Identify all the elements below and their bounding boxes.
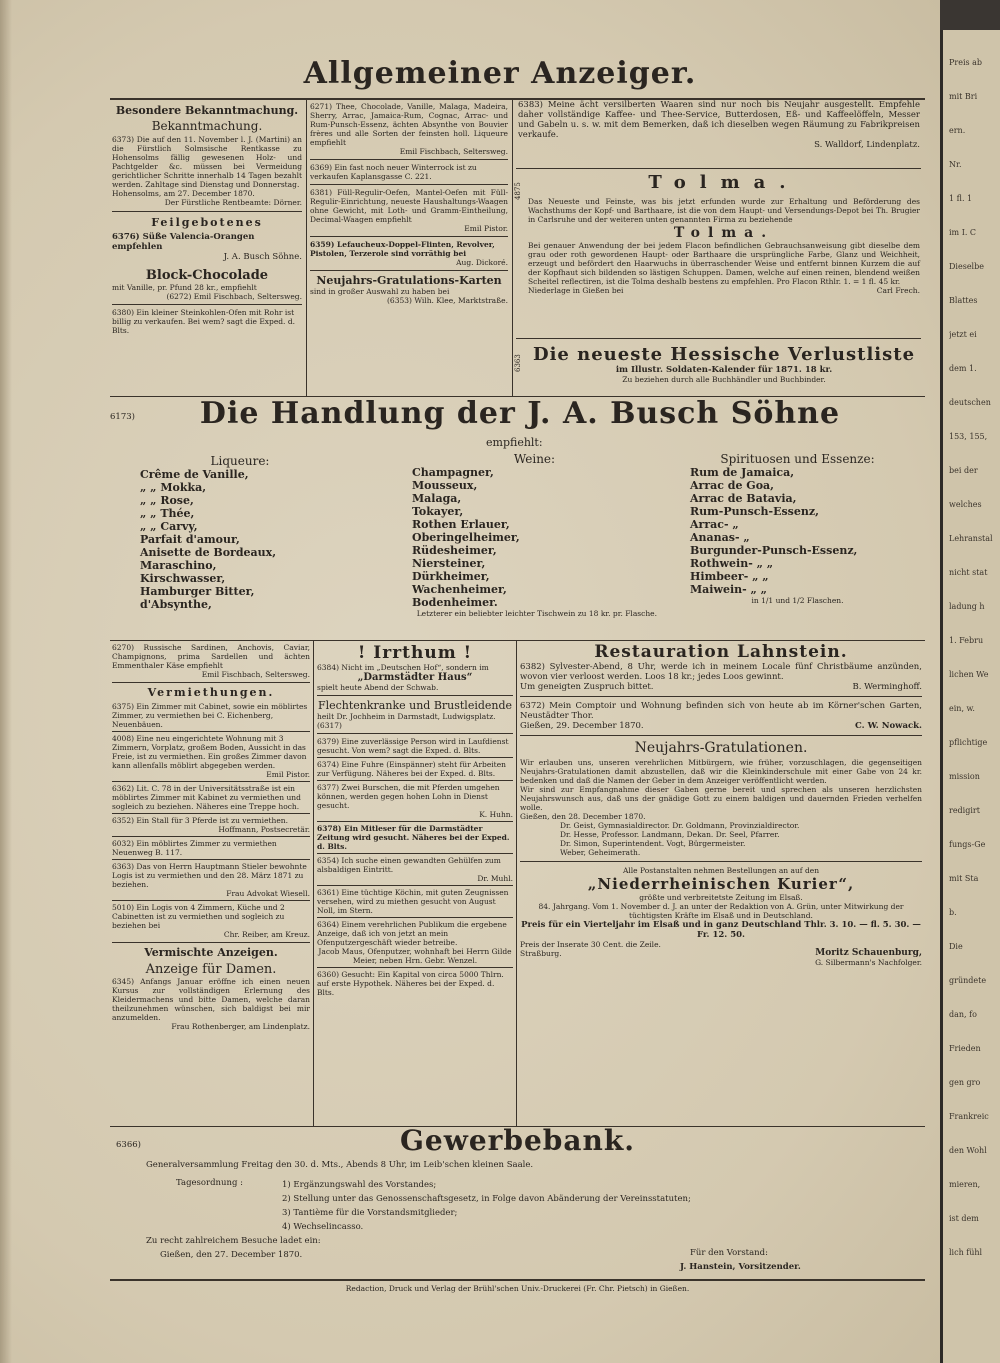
edge-fragment: pflichtige — [949, 738, 988, 747]
irr-text2: spielt heute Abend der Schwab. — [317, 683, 439, 692]
wein-list-item: Niersteiner, — [412, 557, 486, 570]
edge-fragment: deutschen — [949, 398, 991, 407]
tolma-head: Tolma. — [648, 172, 800, 193]
karten-text: sind in großer Auswahl zu haben bei — [310, 287, 450, 296]
busch-head: Die Handlung der J. A. Busch Söhne — [199, 396, 841, 431]
ofen-text: 6380) Ein kleiner Steinkohlen-Ofen mit Rohr ist billig zu verkaufen. Bei wem? sagt die Exped. d. Blts. — [112, 308, 296, 335]
wein-list-item: Malaga, — [412, 492, 462, 505]
edge-fragment: Dieselbe — [949, 262, 984, 271]
liq-list-item: „ „ Carvy, — [140, 520, 198, 533]
edge-fragment: 153, 155, — [949, 432, 988, 441]
rest-sign: B. Werminghoff. — [852, 682, 922, 692]
tolma-sign-r: Carl Frech. — [876, 286, 920, 295]
kurier-head: „Niederrheinischen Kurier“, — [587, 875, 855, 893]
kurier-price: Preis für ein Vierteljahr im Elsaß und in ganz Deutschland Thlr. 3. 10. — fl. 5. 30. — Fr. 12. 50. — [521, 920, 921, 940]
gratu-text2: Wir sind zur Empfangnahme dieser Gaben gerne bereit und sprechen als unseren herzlichsten Neujahrswunsch aus, daß uns der gnädige Gott zu einem baldigen und dauernden Frieden verhelfen wolle. — [520, 785, 922, 812]
v6-sign: Frau Advokat Wiesell. — [226, 889, 310, 898]
imprint: Redaction, Druck und Verlag der Brühl'schen Univ.-Druckerei (Fr. Chr. Pietsch) in Gießen. — [345, 1284, 690, 1293]
block-text: mit Vanille, pr. Pfund 28 kr., empfiehlt — [112, 283, 257, 292]
liq-list-item: Parfait d'amour, — [140, 533, 240, 546]
wein-note: Letzterer ein beliebter leichter Tischwein zu 18 kr. pr. Flasche. — [416, 609, 657, 618]
edge-fragment: ein, w. — [949, 704, 975, 713]
edge-fragment: 1 fl. 1 — [949, 194, 973, 203]
edge-fragment: bei der — [949, 466, 978, 475]
a5-sign: Dr. Muhl. — [477, 874, 513, 883]
spir-list-item: Arrac de Batavia, — [690, 492, 797, 505]
block-sign: (6272) Emil Fischbach, Seltersweg. — [166, 292, 302, 301]
liq-list-item: Crême de Vanille, — [140, 468, 249, 481]
gratu-head: Neujahrs-Gratulationen. — [634, 740, 808, 756]
wein-list-item: Rothen Erlauer, — [412, 518, 510, 531]
v2-sign: Emil Pistor. — [266, 770, 310, 779]
gewerbe-date: Gießen, den 27. December 1870. — [160, 1250, 303, 1260]
gewerbe-line1: Generalversammlung Freitag den 30. d. Mts., Abends 8 Uhr, im Leib'schen kleinen Saale. — [146, 1160, 534, 1170]
kurier-t1: größte und verbreitetste Zeitung im Elsaß. — [639, 893, 803, 902]
kurier-sign2: G. Silbermann's Nachfolger. — [815, 958, 922, 967]
v5: 6032) Ein möblirtes Zimmer zu vermiethen Neuenweg B. 117. — [112, 839, 277, 857]
liq-head: Liqueure: — [210, 454, 270, 468]
a7: 6364) Einem verehrlichen Publikum die ergebene Anzeige, daß ich von jetzt an mein Ofenputzergeschäft wieder betreibe. — [317, 920, 507, 947]
verlust-text: im Illustr. Soldaten-Kalender für 1871. 18 kr. — [615, 365, 833, 375]
tolma-text1: Das Neueste und Feinste, was bis jetzt erfunden wurde zur Erhaltung und Beförderung des Wachsthums der Kopf- und Barthaare, ist die von dem Haupt- und Versendungs-Depot bei Th. Brugier in Carlsruhe und der weiteren unten genannten Firma zu beziehende — [528, 197, 920, 224]
wein-list-item: Wachenheimer, — [412, 583, 507, 596]
irr-haus: „Darmstädter Haus“ — [357, 672, 473, 683]
bek-sub: Bekanntmachung. — [151, 119, 263, 133]
bek-head: Besondere Bekanntmachung. — [115, 104, 299, 117]
comp-text: 6372) Mein Comptoir und Wohnung befinden sich von heute ab im Körner'schen Garten, Neustädter Thor. — [520, 701, 922, 721]
edge-fragment: jetzt ei — [949, 330, 977, 339]
liq-items — [140, 468, 340, 611]
column-2 — [310, 102, 508, 305]
kurier-t3: Preis der Inserate 30 Cent. die Zeile. — [520, 940, 661, 949]
winter-text: 6369) Ein fast noch neuer Winterrock ist zu verkaufen Kaplansgasse C. 221. — [310, 163, 477, 181]
thee-sign: Emil Fischbach, Seltersweg. — [399, 147, 508, 156]
liq-list-item: Anisette de Bordeaux, — [140, 546, 277, 559]
verlust-ad — [528, 344, 920, 384]
gewerbe-items-item: 3) Tantième für die Vorstandsmitglieder; — [282, 1208, 458, 1218]
gratu-names-item: Dr. Hesse, Professor. Landmann, Dekan. Dr. Seel, Pfarrer. — [560, 830, 780, 839]
gewerbe-items-item: 2) Stellung unter das Genossenschaftsgesetz, in Folge davon Abänderung der Vereinsstatuten; — [282, 1194, 691, 1204]
waaren-sign: S. Walldorf, Lindenplatz. — [814, 140, 920, 150]
a5: 6354) Ich suche einen gewandten Gehülfen zum alsbaldigen Eintritt. — [317, 856, 501, 874]
edge-fragment: welches — [949, 500, 982, 509]
spir-list-item: Himbeer- „ „ — [690, 570, 769, 583]
gratu-names — [520, 821, 922, 857]
comp-sign: C. W. Nowack. — [855, 721, 922, 731]
spir-items — [690, 466, 905, 596]
liq-list-item: Kirschwasser, — [140, 572, 226, 585]
spir-list-item: Arrac de Goa, — [690, 479, 774, 492]
bek-text: 6373) Die auf den 11. November l. J. (Martini) an die Fürstlich Solmsische Rentkasse zu Hohensolms fällig gewesenen Holz- und Pachtgelder &c. müssen bei Vermeidung gerichtlicher Schritte innerhalb 14 Tagen bezahlt werden. Zahltage sind Dienstag und Donnerstag. — [112, 135, 302, 189]
a8: 6360) Gesucht: Ein Kapital von circa 5000 Thlrn. auf erste Hypothek. Näheres bei der Exped. d. Blts. — [317, 970, 504, 997]
a2: 6374) Eine Fuhre (Einspänner) steht für Arbeiten zur Verfügung. Näheres bei der Exped. d. Blts. — [317, 760, 506, 778]
edge-fragment: lichen We — [949, 670, 989, 679]
edge-fragment: den Wohl — [949, 1146, 987, 1155]
wein-list-item: Mousseux, — [412, 479, 478, 492]
ofen2-sign: Emil Pistor. — [464, 224, 508, 233]
gewerbe-items — [282, 1178, 902, 1234]
vermischte-head: Vermischte Anzeigen. — [144, 946, 278, 959]
edge-fragment: im I. C — [949, 228, 977, 237]
edge-fragment: mit Sta — [949, 874, 979, 883]
liq-list-item: „ „ Rose, — [140, 494, 194, 507]
verm-head: Vermiethungen. — [147, 686, 275, 699]
tolma-sign-l: Niederlage in Gießen bei — [528, 286, 624, 295]
tolma-text2: Bei genauer Anwendung der bei jedem Flacon befindlichen Gebrauchsanweisung gibt dieselbe dem grau oder roth gewordenen Haupt- oder Barthaare die ursprüngliche Farbe, Glanz und Weichheit, erzeugt und befördert den Haarwuchs in überraschender Weise und entfernt binnen Kurzem die auf der Kopfhaut sich bildenden so lästigen Schuppen. Damen, welche auf einen reinen, blendend weißen Scheitel reflectiren, ist die Tolma deshalb bestens zu empfehlen. Pro Flacon Rthlr. 1. = 1 fl. 45 kr. — [528, 241, 920, 286]
edge-fragment: fungs-Ge — [949, 840, 986, 849]
gratu-text: Wir erlauben uns, unseren verehrlichen Mitbürgern, wie früher, vorzuschlagen, die gegenseitigen Neujahrs-Gratulationen damit abzustellen, daß wir die Kleinkinderschule mit einer Gabe von 24 kr. bedenken und daß die Namen der Geber in dem Anzeiger veröffentlicht werden. — [520, 758, 922, 785]
column-3 — [518, 100, 920, 150]
irr-text: 6384) Nicht im „Deutschen Hof“, sondern im — [317, 663, 489, 672]
damen-text: 6345) Anfangs Januar eröffne ich einen neuen Kursus zur vollständigen Erlernung des Kleidermachens und bitte Damen, welche daran theilzunehmen wünschen, sich baldigst bei mir anzumelden. — [112, 977, 310, 1022]
v4-sign: Hoffmann, Postsecretär. — [218, 825, 310, 834]
edge-fragment: gründete — [949, 976, 987, 985]
damen-sign: Frau Rothenberger, am Lindenplatz. — [171, 1022, 310, 1031]
edge-fragment: Lehranstal — [949, 534, 993, 543]
gewerbe-for: Für den Vorstand: — [690, 1248, 768, 1258]
v6: 6363) Das von Herrn Hauptmann Stieler bewohnte Logis ist zu vermiethen und den 28. März 1871 zu beziehen. — [112, 862, 307, 889]
wein-list-item: Oberingelheimer, — [412, 531, 520, 544]
wein-list-item: Dürkheimer, — [412, 570, 490, 583]
edge-fragment: Frankreic — [949, 1112, 989, 1121]
block-head: Block-Chocolade — [145, 268, 269, 283]
edge-fragment: gen gro — [949, 1078, 981, 1087]
edge-fragment: Nr. — [949, 160, 962, 169]
edge-fragment: Preis ab — [949, 58, 983, 67]
edge-fragment: Frieden — [949, 1044, 981, 1053]
busch-empf: empfiehlt: — [486, 436, 543, 449]
kurier-city: Straßburg. — [520, 949, 562, 958]
wein-items — [412, 466, 657, 609]
liq-list-item: d'Absynthe, — [140, 598, 212, 611]
spir-list-item: Maiwein- „ „ — [690, 583, 768, 596]
edge-fragment: Die — [949, 942, 963, 951]
irr-head: ! Irrthum ! — [357, 643, 473, 663]
v7: 5010) Ein Logis von 4 Zimmern, Küche und 2 Cabinetten ist zu vermiethen und sogleich zu beziehen bei — [112, 903, 285, 930]
kurier-sign: Moritz Schauenburg, — [815, 948, 922, 958]
wein-list-item: Tokayer, — [412, 505, 464, 518]
flinten-sign: Aug. Dickoré. — [456, 258, 508, 267]
liq-list-item: „ „ Mokka, — [140, 481, 207, 494]
edge-fragment: nicht stat — [949, 568, 988, 577]
feil-head: Feilgebotenes — [151, 216, 263, 229]
v4: 6352) Ein Stall für 3 Pferde ist zu vermiethen. — [112, 816, 289, 825]
a3: 6377) Zwei Burschen, die mit Pferden umgehen können, werden gegen hohen Lohn in Dienst gesucht. — [317, 783, 500, 810]
lower-column-3 — [520, 642, 922, 967]
liq-list-item: „ „ Thée, — [140, 507, 195, 520]
gewerbe-invite: Zu recht zahlreichem Besuche ladet ein: — [146, 1236, 321, 1246]
spir-list-item: Burgunder-Punsch-Essenz, — [690, 544, 858, 557]
rest-text: 6382) Sylvester-Abend, 8 Uhr, werde ich in meinem Locale fünf Christbäume anzünden, wovon vier verloost werden. Loos 18 kr.; jedes Loos gewinnt. — [520, 662, 922, 682]
verlust-sub: Zu beziehen durch alle Buchhändler und Buchbinder. — [622, 375, 826, 384]
a7-sign: Jacob Maus, Ofenputzer, wohnhaft bei Herrn Gilde Meier, neben Hrn. Gebr. Wenzel. — [318, 947, 512, 965]
gratu-names-item: Dr. Simon, Superintendent. Vogt, Bürgermeister. — [560, 839, 746, 848]
v2: 4008) Eine neu eingerichtete Wohnung mit 3 Zimmern, Vorplatz, großem Boden, Aussicht in das Freie, ist zu vermiethen. Ein großes Zimmer davon kann allenfalls möblirt abgegeben werden. — [112, 734, 307, 770]
wein-list — [412, 452, 657, 618]
edge-fragment: 1. Febru — [949, 636, 984, 645]
gratu-names-item: Weber, Geheimerath. — [560, 848, 641, 857]
spir-list-item: Rum-Punsch-Essenz, — [690, 505, 819, 518]
ofen2-text: 6381) Füll-Regulir-Oefen, Mantel-Oefen mit Füll-Regulir-Einrichtung, neueste Haushaltungs-Waagen ohne Gewicht, mit Loth- und Gramm-Eintheilung, Decimal-Waagen empfiehlt — [310, 188, 508, 224]
page-title: Allgemeiner Anzeiger. — [303, 56, 697, 91]
lower-column-1 — [112, 643, 310, 1031]
a6: 6361) Eine tüchtige Köchin, mit guten Zeugnissen versehen, wird zu miethen gesucht von August Noll, im Stern. — [317, 888, 509, 915]
gratu-names-item: Dr. Geist, Gymnasialdirector. Dr. Goldmann, Provinzialdirector. — [560, 821, 800, 830]
spir-list-item: Rothwein- „ „ — [690, 557, 774, 570]
liq-list-item: Maraschino, — [140, 559, 217, 572]
gratu-date: Gießen, den 28. December 1870. — [520, 812, 646, 821]
verlust-head: Die neueste Hessische Verlustliste — [532, 344, 916, 365]
wein-head: Weine: — [513, 452, 556, 466]
feil-text: 6376) Süße Valencia-Orangen empfehlen — [112, 232, 255, 252]
a1: 6379) Eine zuverlässige Person wird in Laufdienst gesucht. Von wem? sagt die Exped. d. Blts. — [317, 737, 509, 755]
gewerbe-tages: Tagesordnung : — [176, 1178, 243, 1188]
col-divider — [306, 100, 307, 396]
tolma-ad — [528, 172, 920, 295]
spir-list — [690, 452, 905, 605]
flecht-text: heilt Dr. Jochheim in Darmstadt, Ludwigsplatz. (6317) — [317, 712, 496, 730]
flecht-head: Flechtenkranke und Brustleidende — [317, 699, 513, 712]
edge-fragment: lich fühl — [949, 1248, 983, 1257]
edge-fragment: mission — [949, 772, 980, 781]
edge-fragment: ern. — [949, 126, 966, 135]
wein-list-item: Bodenheimer. — [412, 596, 498, 609]
damen-head: Anzeige für Damen. — [145, 962, 277, 977]
busch-num: 6173) — [110, 412, 135, 422]
next-page-edge — [940, 30, 1000, 1363]
gewerbe-items-item: 1) Ergänzungswahl des Vorstandes; — [282, 1180, 437, 1190]
bek-date: Hohensolms, am 27. December 1870. — [112, 189, 255, 198]
page-shadow — [0, 0, 12, 1363]
liq-list-item: Hamburger Bitter, — [140, 585, 255, 598]
a4: 6378) Ein Mitleser für die Darmstädter Zeitung wird gesucht. Näheres bei der Exped. d. Blts. — [317, 824, 510, 851]
thee-text: 6271) Thee, Chocolade, Vanille, Malaga, Madeira, Sherry, Arrac, Jamaica-Rum, Cognac, Arrac- und Rum-Punsch-Essenz, ächten Absynthe von Bouvier frères und alle Sorten der feinsten holl. Liqueure empfiehlt — [310, 102, 508, 147]
edge-fragment: dan, fo — [949, 1010, 977, 1019]
gewerbe-items-item: 4) Wechselincasso. — [282, 1222, 364, 1232]
feil-sign: J. A. Busch Söhne. — [223, 252, 302, 262]
gewerbe-head: Gewerbebank. — [399, 1124, 635, 1157]
tolma-head2: Tolma. — [673, 225, 775, 241]
side-number: 4875 — [514, 182, 522, 200]
v7-sign: Chr. Reiber, am Kreuz. — [223, 930, 310, 939]
edge-fragment: mieren, — [949, 1180, 981, 1189]
kurier-t2: 84. Jahrgang. Vom 1. November d. J. an unter der Redaktion von A. Grün, unter Mitwirkung der tüchtigsten Kräfte im Elsaß und in Deutschland. — [538, 902, 904, 920]
bek-sign: Der Fürstliche Rentbeamte: Dörner. — [164, 198, 302, 207]
karten-sign: (6353) Wilh. Klee, Marktstraße. — [387, 296, 508, 305]
edge-fragment: ist dem — [949, 1214, 979, 1223]
liqueure-list — [140, 454, 340, 611]
lower-column-2 — [317, 643, 513, 997]
kurier-pre: Alle Postanstalten nehmen Bestellungen an auf den — [622, 866, 820, 875]
spir-note: in 1/1 und 1/2 Flaschen. — [751, 596, 844, 605]
rest-head: Restauration Lahnstein. — [594, 642, 848, 662]
rest-l: Um geneigten Zuspruch bittet. — [520, 682, 654, 692]
col-divider — [512, 100, 513, 396]
wein-list-item: Rüdesheimer, — [412, 544, 497, 557]
karten-head: Neujahrs-Gratulations-Karten — [316, 274, 502, 287]
edge-fragment: redigirt — [949, 806, 980, 815]
sard-text: 6270) Russische Sardinen, Anchovis, Caviar, Champignons, prima Sardellen und ächten Emmenthaler Käse empfiehlt — [112, 643, 310, 670]
edge-fragment: ladung h — [949, 602, 985, 611]
gewerbe-num: 6366) — [116, 1140, 141, 1150]
a3-sign: K. Huhn. — [479, 810, 513, 819]
waaren-text: 6383) Meine ächt versilberten Waaren sind nur noch bis Neujahr ausgestellt. Empfehle daher vollständige Kaffee- und Thee-Service, Butterdosen, Eß- und Kaffeelöffeln, Messer und Gabeln u. s. w. mit dem Bemerken, daß ich dieselben wegen Räumung zu Fabrikpreisen verkaufe. — [518, 100, 920, 140]
v1: 6375) Ein Zimmer mit Cabinet, sowie ein möblirtes Zimmer, zu vermiethen bei C. Eichenberg, Neuenbäuen. — [112, 702, 308, 729]
edge-fragment: Blattes — [949, 296, 978, 305]
spir-head: Spirituosen und Essenze: — [720, 452, 875, 466]
edge-fragment: dem 1. — [949, 364, 977, 373]
column-1 — [112, 104, 302, 335]
gewerbe-sign: J. Hanstein, Vorsitzender. — [680, 1262, 801, 1272]
edge-fragment: mit Bri — [949, 92, 978, 101]
spir-list-item: Rum de Jamaica, — [690, 466, 795, 479]
spir-list-item: Arrac- „ — [690, 518, 739, 531]
edge-fragment: b. — [949, 908, 957, 917]
v3: 6362) Lit. C. 78 in der Universitätsstraße ist ein möblirtes Zimmer mit Kabinet zu vermiethen und sogleich zu beziehen. Näheres eine Treppe hoch. — [112, 784, 301, 811]
sard-sign: Emil Fischbach, Seltersweg. — [201, 670, 310, 679]
flinten-text: 6359) Lefaucheux-Doppel-Flinten, Revolver, Pistolen, Terzerole sind vorräthig bei — [310, 240, 495, 258]
side-number: 6363 — [514, 354, 522, 372]
spir-list-item: Ananas- „ — [690, 531, 750, 544]
wein-list-item: Champagner, — [412, 466, 494, 479]
comp-date: Gießen, 29. December 1870. — [520, 721, 644, 731]
